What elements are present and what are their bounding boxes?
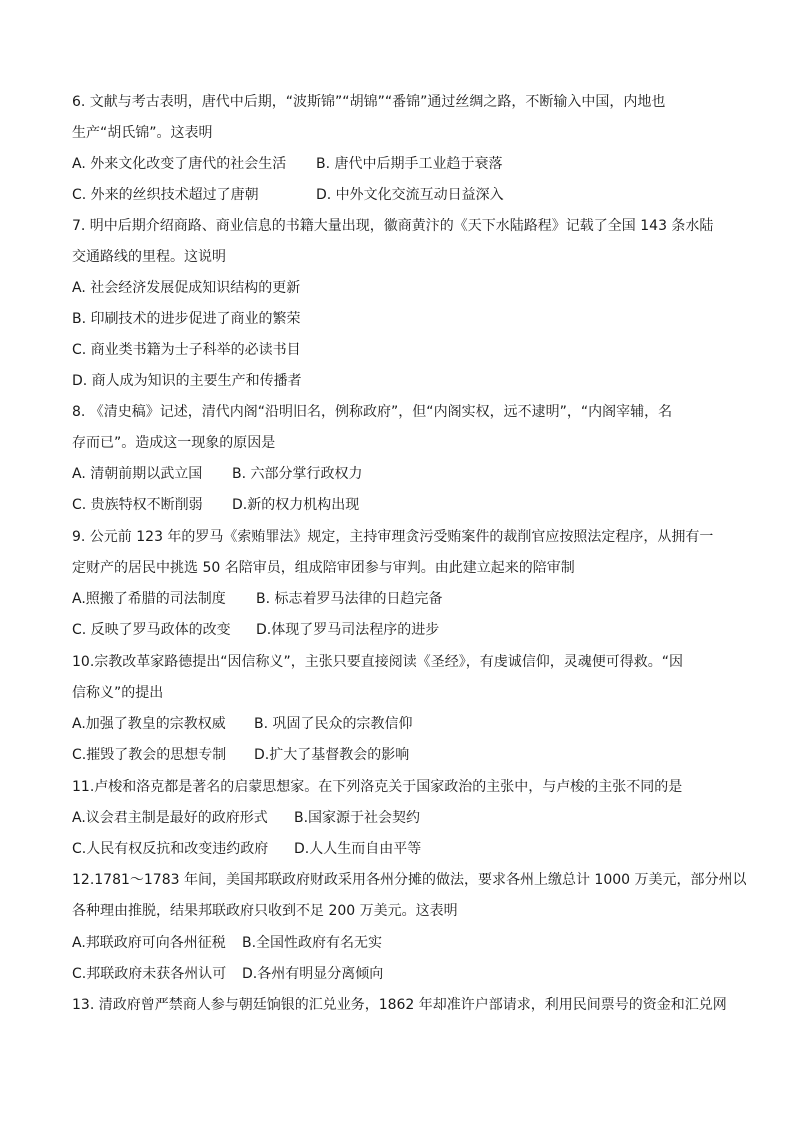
question-6-stem-line-2: 生产“胡氏锦”。这表明 [72,125,213,141]
question-11-stem-line-1: 11.卢梭和洛克都是著名的启蒙思想家。在下列洛克关于国家政治的主张中，与卢梭的主张不同的是 [72,779,683,795]
question-7-option-d: D. 商人成为知识的主要生产和传播者 [72,373,302,389]
question-8-option-a: A. 清朝前期以武立国 [72,466,203,482]
question-7-option-c: C. 商业类书籍为士子科举的必读书目 [72,342,301,358]
question-13-stem-line-1: 13. 清政府曾严禁商人参与朝廷饷银的汇兑业务，1862 年却准许户部请求，利用民间票号的资金和汇兑网 [72,997,727,1013]
question-8-option-d: D.新的权力机构出现 [232,497,360,513]
question-9-option-d: D.体现了罗马司法程序的进步 [256,622,440,638]
question-9-option-b: B. 标志着罗马法律的日趋完备 [256,591,443,607]
question-11-option-a: A.议会君主制是最好的政府形式 [72,810,268,826]
question-11-option-c: C.人民有权反抗和改变违约政府 [72,841,269,857]
question-10-stem-line-2: 信称义”的提出 [72,685,164,701]
question-8-stem-line-2: 存而已”。造成这一现象的原因是 [72,435,276,451]
question-10-stem-line-1: 10.宗教改革家路德提出“因信称义”，主张只要直接阅读《圣经》，有虔诚信仰，灵魂便可得救。“因 [72,654,684,670]
question-10-option-a: A.加强了教皇的宗教权威 [72,716,226,732]
question-8-option-b: B. 六部分掌行政权力 [232,466,363,482]
question-12-stem-line-1: 12.1781～1783 年间，美国邦联政府财政采用各州分摊的做法，要求各州上缴总计 1000 万美元，部分州以 [72,872,747,888]
question-8-option-c: C. 贵族特权不断削弱 [72,497,203,513]
question-11-option-d: D.人人生而自由平等 [294,841,422,857]
question-6-option-d: D. 中外文化交流互动日益深入 [316,187,504,203]
question-7-option-b: B. 印刷技术的进步促进了商业的繁荣 [72,311,301,327]
question-10-option-b: B. 巩固了民众的宗教信仰 [254,716,413,732]
question-9-option-a: A.照搬了希腊的司法制度 [72,591,226,607]
question-12-stem-line-2: 各种理由推脱，结果邦联政府只收到不足 200 万美元。这表明 [72,903,458,919]
question-9-stem-line-1: 9. 公元前 123 年的罗马《索贿罪法》规定，主持审理贪污受贿案件的裁削官应按照法定程序，从拥有一 [72,529,714,545]
question-11-option-b: B.国家源于社会契约 [294,810,421,826]
question-12-option-d: D.各州有明显分离倾向 [242,966,384,982]
question-12-option-c: C.邦联政府未获各州认可 [72,966,227,982]
question-12-option-b: B.全国性政府有名无实 [242,935,383,951]
question-6-stem-line-1: 6. 文献与考古表明，唐代中后期，“波斯锦”“胡锦”“番锦”通过丝绸之路，不断输入中国，内地也 [72,94,666,110]
question-7-stem-line-2: 交通路线的里程。这说明 [72,249,226,265]
question-8-stem-line-1: 8. 《清史稿》记述，清代内阁“沿明旧名，例称政府”，但“内阁实权，远不逮明”，“内阁宰辅，名 [72,404,673,420]
question-6-option-c: C. 外来的丝织技术超过了唐朝 [72,187,259,203]
question-6-option-b: B. 唐代中后期手工业趋于衰落 [316,156,503,172]
question-7-stem-line-1: 7. 明中后期介绍商路、商业信息的书籍大量出现，徽商黄汴的《天下水陆路程》记载了全国 143 条水陆 [72,218,714,234]
question-10-option-c: C.摧毁了教会的思想专制 [72,747,227,763]
question-12-option-a: A.邦联政府可向各州征税 [72,935,226,951]
question-9-option-c: C. 反映了罗马政体的改变 [72,622,231,638]
question-6-option-a: A. 外来文化改变了唐代的社会生活 [72,156,287,172]
question-10-option-d: D.扩大了基督教会的影响 [254,747,410,763]
question-7-option-a: A. 社会经济发展促成知识结构的更新 [72,280,301,296]
question-9-stem-line-2: 定财产的居民中挑选 50 名陪审员，组成陪审团参与审判。由此建立起来的陪审制 [72,560,575,576]
